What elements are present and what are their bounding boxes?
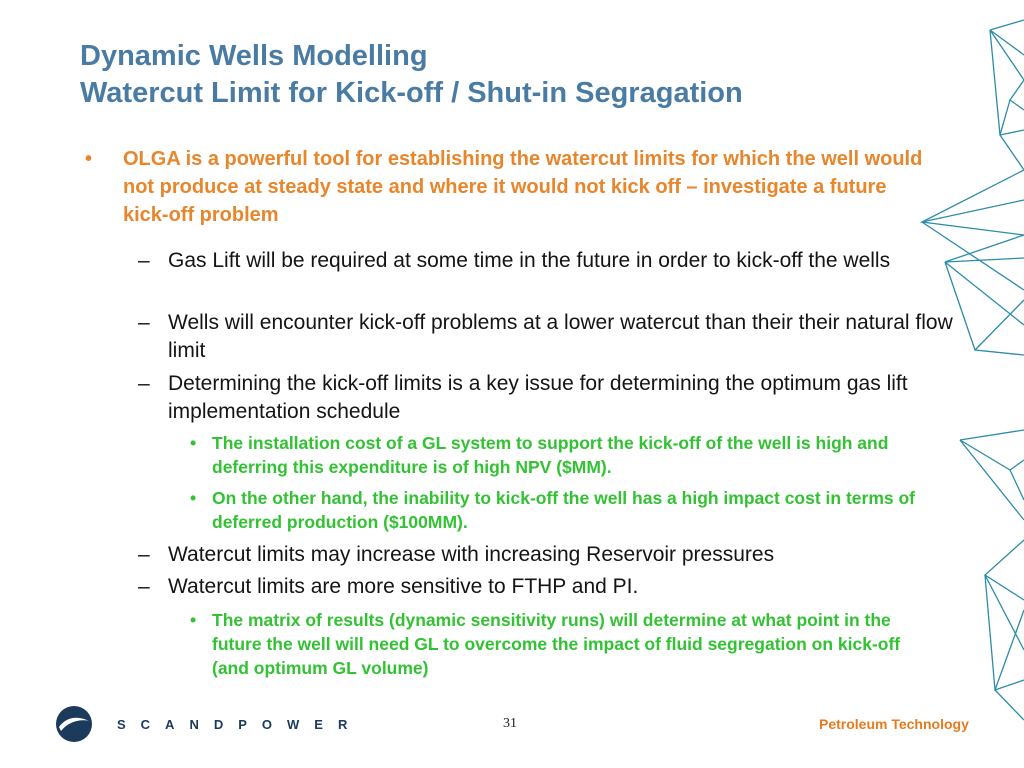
bullet-marker: • xyxy=(190,610,197,630)
subsubbullet-matrix-results xyxy=(190,608,930,680)
subbullet-kick-off-problems xyxy=(138,309,958,365)
subbullet-fthp-pi xyxy=(138,573,958,601)
subbullet-text: Wells will encounter kick-off problems at a lower watercut than their their natural flow limit xyxy=(168,311,953,362)
subsubbullet-text: On the other hand, the inability to kick-off the well has a high impact cost in terms of deferred production ($100MM). xyxy=(212,488,915,532)
scandpower-logo-icon xyxy=(52,702,96,746)
title-line-1: Dynamic Wells Modelling xyxy=(80,40,428,72)
bullet-marker: • xyxy=(190,488,197,508)
subbullet-reservoir-pressures xyxy=(138,541,958,569)
bullet-level1 xyxy=(85,145,925,229)
subsubbullet-text: The matrix of results (dynamic sensitivity runs) will determine at what point in the future the well will need GL to overcome the impact of fluid segregation on kick-off (and optimum GL volume) xyxy=(212,610,901,678)
subbullet-gas-lift xyxy=(138,247,958,275)
slide-title xyxy=(80,38,960,112)
dash-marker: – xyxy=(138,575,150,598)
subbullet-text: Watercut limits are more sensitive to FTHP and PI. xyxy=(168,575,639,598)
dash-marker: – xyxy=(138,311,150,334)
bullet-text: OLGA is a powerful tool for establishing the watercut limits for which the well would not produce at steady state and where it would not kick off – investigate a future kick-off problem xyxy=(123,148,923,226)
page-number: 31 xyxy=(503,716,517,731)
bullet-marker: • xyxy=(85,148,93,170)
subbullet-text: Watercut limits may increase with increasing Reservoir pressures xyxy=(168,543,775,566)
subbullet-text: Determining the kick-off limits is a key issue for determining the optimum gas lift implementation schedule xyxy=(168,372,908,423)
title-line-2: Watercut Limit for Kick-off / Shut-in Segragation xyxy=(80,77,743,109)
bullet-marker: • xyxy=(190,433,197,453)
dash-marker: – xyxy=(138,249,150,272)
subbullet-text: Gas Lift will be required at some time in the future in order to kick-off the wells xyxy=(168,249,891,272)
subsubbullet-installation-cost xyxy=(190,431,930,479)
subsubbullet-text: The installation cost of a GL system to support the kick-off of the well is high and deferring this expenditure is of high NPV ($MM). xyxy=(212,433,889,477)
dash-marker: – xyxy=(138,372,150,395)
subsubbullet-deferred-production xyxy=(190,486,930,534)
brand-name: SCANDPOWER xyxy=(117,717,363,732)
subbullet-kick-off-limits xyxy=(138,370,958,426)
footer-tagline: Petroleum Technology xyxy=(819,716,969,732)
dash-marker: – xyxy=(138,543,150,566)
